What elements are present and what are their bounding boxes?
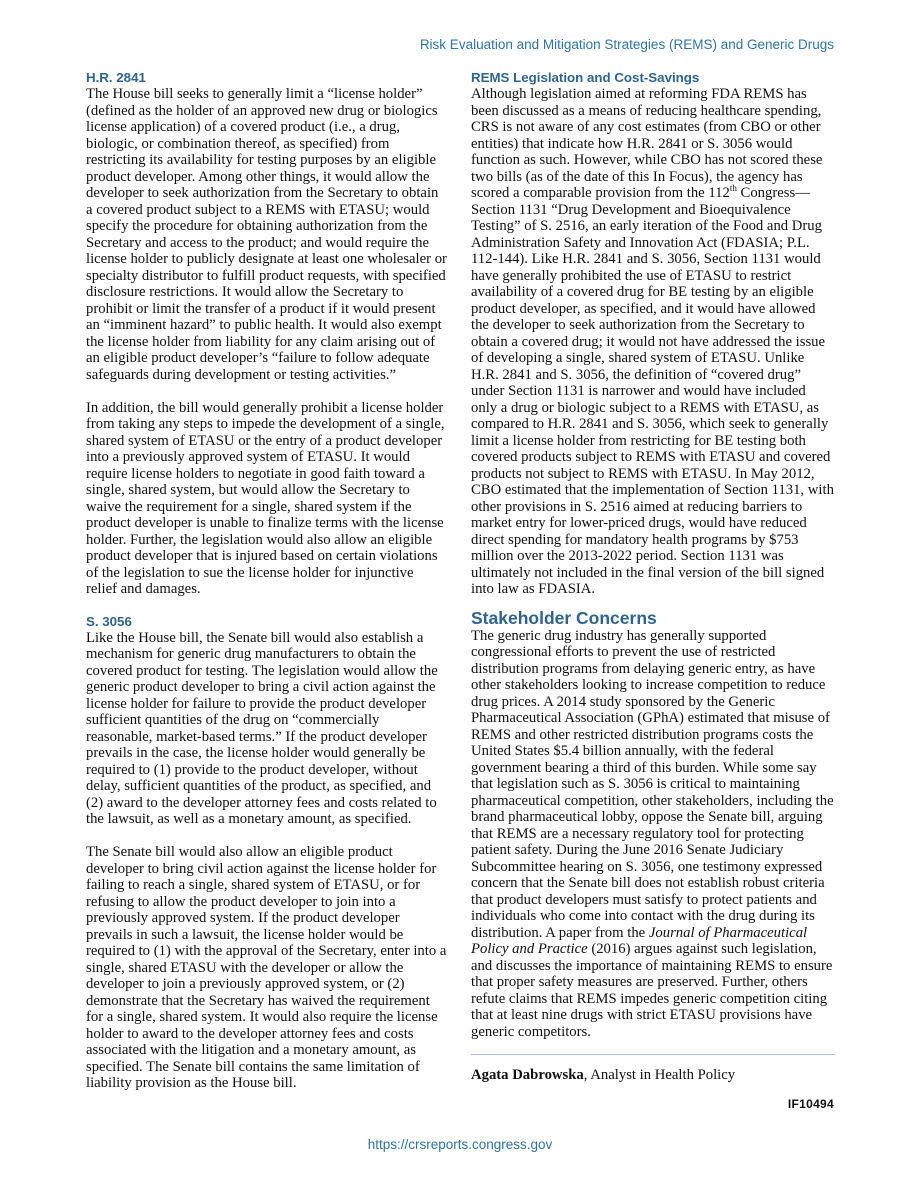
hr2841-heading: H.R. 2841 bbox=[86, 70, 146, 85]
s3056-paragraph-2: The Senate bill would also allow an eligible product developer to bring civil action against the license holder for failing to reach a single, shared system of ETASU, or for refusing to allow the product developer to join into a previously approved system. If the product developer prevails in such a lawsuit, the license holder would be required to (1) with the approval of the Secretary, enter into a single, shared ETASU with the developer or allow the developer to join a previously approved system, or (2) demonstrate that the Secretary has waived the requirement for a single, shared system. It would also require the license holder to award to the developer attorney fees and costs associated with the litigation and a monetary amount, as specified. The Senate bill contains the same limitation of liability provision as the House bill. bbox=[86, 844, 447, 1091]
hr2841-paragraph-1: The House bill seeks to generally limit a “license holder” (defined as the holder of an approved new drug or biologics license application) of a covered product (i.e., a drug, biologic, or combination thereof, as specified) from restricting its availability for testing purposes by an eligible product developer. Among other things, it would allow the developer to seek authorization from the Secretary to obtain a covered product subject to a REMS with ETASU; would specify the procedure for obtaining authorization from the Secretary and access to the product; and would require the license holder to publicly designate at least one wholesaler or specialty distributor to fulfill product requests, with specified disclosure restrictions. It would allow the Secretary to prohibit or limit the transfer of a product if it would present an “imminent hazard” to public health. It would also exempt the license holder from liability for any claim arising out of an eligible product developer’s “failure to follow adequate safeguards during development or testing activities.” bbox=[86, 86, 447, 383]
left-column bbox=[86, 70, 448, 1092]
rems-text-part-1: Although legislation aimed at reforming FDA REMS has been discussed as a means of reducing healthcare spending, CRS is not aware of any cost estimates (from CBO or other entities) that indicate how H.R. 2841 or S. 3056 would function as such. However, while CBO has not scored these two bills (as of the date of this In Focus), the agency has scored a comparable provision from the 112 bbox=[471, 86, 823, 201]
s3056-paragraph-1: Like the House bill, the Senate bill would also establish a mechanism for generic drug manufacturers to obtain the covered product for testing. The legislation would allow the generic product developer to bring a civil action against the license holder for failure to provide the product developer sufficient quantities of the drug on “commercially reasonable, market-based terms.” If the product developer prevails in the case, the license holder would generally be required to (1) provide to the product developer, without delay, sufficient quantities of the product, as specified, and (2) award to the developer attorney fees and costs related to the lawsuit, as well as a monetary amount, as specified. bbox=[86, 629, 438, 827]
stakeholder-paragraph bbox=[471, 628, 835, 1041]
journal-title: Journal of Pharmaceutical Policy and Practice bbox=[471, 924, 808, 957]
footer-url-link[interactable]: https://crsreports.congress.gov bbox=[367, 1137, 553, 1152]
rems-text-part-2: Congress—Section 1131 “Drug Development and Bioequivalence Testing” of S. 2516, an early iteration of the Food and Drug Administration Safety and Innovation Act (FDASIA; P.L. 112-144). Like H.R. 2841 and S. 3056, Section 1131 would have generally prohibited the use of ETASU to restrict availability of a covered drug for BE testing by an eligible product developer, as specified, and it would have allowed the developer to seek authorization from the Secretary to obtain a covered drug; it would not have addressed the issue of developing a single, shared system of ETASU. Unlike H.R. 2841 and S. 3056, the definition of “covered drug” under Section 1131 is narrower and would have included only a drug or biologic subject to a REMS with ETASU, as compared to H.R. 2841 and S. 3056, which seek to generally limit a license holder from restricting for BE testing both covered products subject to REMS with ETASU and covered products not subject to REMS with ETASU. In May 2012, CBO estimated that the implementation of Section 1131, with other provisions in S. 2516 aimed at reducing barriers to market entry for lower-priced drugs, would have reduced direct spending for mandatory health programs by $753 million over the 2013-2022 period. Section 1131 was ultimately not included in the final version of the bill signed into law as FDASIA. bbox=[471, 185, 834, 597]
rems-legislation-heading: REMS Legislation and Cost-Savings bbox=[471, 70, 700, 85]
ordinal-superscript: th bbox=[729, 183, 737, 194]
running-header: Risk Evaluation and Mitigation Strategies (REMS) and Generic Drugs bbox=[419, 37, 834, 52]
document-id: IF10494 bbox=[787, 1097, 834, 1111]
stakeholder-concerns-heading: Stakeholder Concerns bbox=[471, 607, 657, 628]
right-column bbox=[471, 70, 835, 1084]
author-divider bbox=[471, 1054, 835, 1055]
hr2841-paragraph-2: In addition, the bill would generally prohibit a license holder from taking any steps to impede the development of a single, shared system of ETASU or the entry of a product developer into a previously approved system of ETASU. It would require license holders to negotiate in good faith toward a single, shared system, but would allow the Secretary to waive the requirement for a single, shared system if the product developer is unable to finalize terms with the license holder. Further, the legislation would also allow an eligible product developer that is injured based on certain violations of the legislation to sue the license holder for injunctive relief and damages. bbox=[86, 399, 445, 597]
stakeholder-text-part-2: (2016) argues against such legislation, and discusses the importance of maintaining REMS to ensure that proper safety measures are preserved. Further, others refute claims that REMS impedes generic competition citing that at least nine drugs with strict ETASU provisions have generic competitors. bbox=[471, 941, 833, 1040]
author-line bbox=[471, 1067, 835, 1084]
author-title: , Analyst in Health Policy bbox=[583, 1067, 736, 1083]
stakeholder-text-part-1: The generic drug industry has generally supported congressional efforts to prevent the use of restricted distribution programs from delaying generic entry, as have other stakeholders looking to increase competition to reduce drug prices. A 2014 study sponsored by the Generic Pharmaceutical Association (GPhA) estimated that misuse of REMS and other restricted distribution programs costs the United States $5.4 billion annually, with the federal government bearing a third of this burden. While some say that legislation such as S. 3056 is critical to maintaining pharmaceutical competition, other stakeholders, including the brand pharmaceutical lobby, oppose the Senate bill, arguing that REMS are a necessary regulatory tool for protecting patient safety. During the June 2016 Senate Judiciary Subcommittee hearing on S. 3056, one testimony expressed concern that the Senate bill does not establish robust criteria that product developers must satisfy to protect patients and individuals who come into contact with the drug during its distribution. A paper from the bbox=[471, 627, 834, 941]
s3056-heading: S. 3056 bbox=[86, 613, 132, 629]
rems-legislation-paragraph bbox=[471, 86, 835, 598]
author-name: Agata Dabrowska bbox=[471, 1067, 584, 1083]
